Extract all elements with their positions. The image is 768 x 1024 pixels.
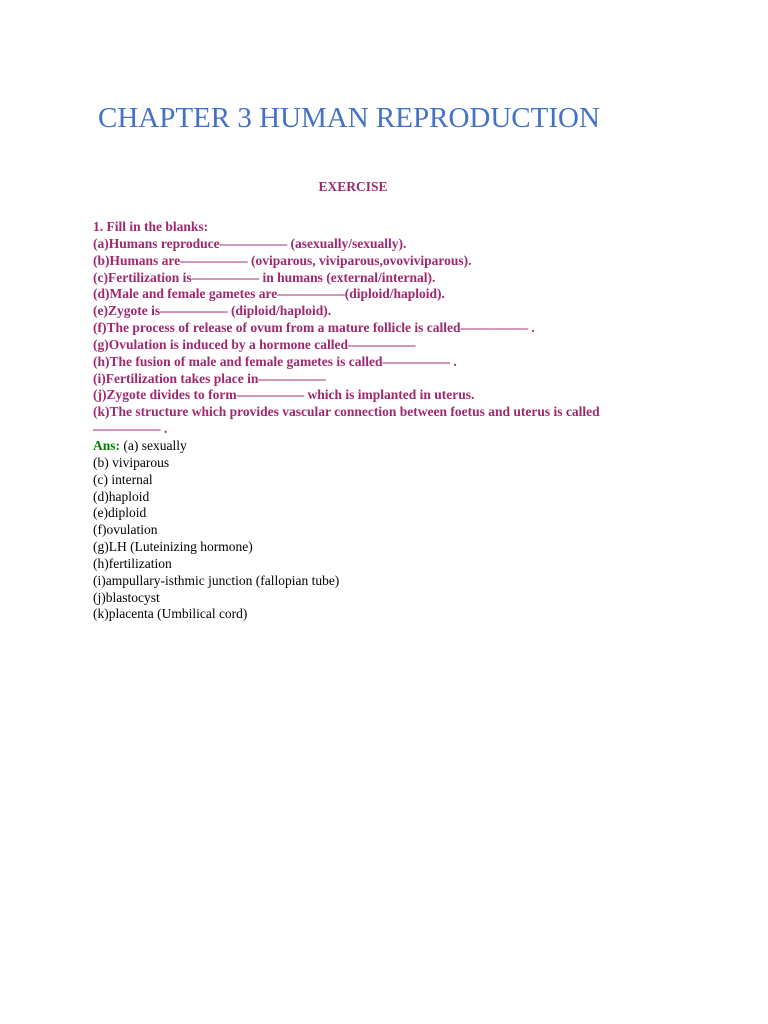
question-b: (b)Humans are————— (oviparous, viviparous,ovoviviparous). [93,252,472,268]
question-h: (h)The fusion of male and female gametes is called————— . [93,353,457,369]
answer-b: (b) viviparous [93,454,170,470]
question-i: (i)Fertilization takes place in————— [93,370,326,386]
question-c: (c)Fertilization is————— in humans (external/internal). [93,269,436,285]
question-d: (d)Male and female gametes are—————(diploid/haploid). [93,286,445,302]
answer-a: (a) sexually [120,437,187,453]
question-k-blank: ————— . [93,421,168,437]
exercise-body [93,219,693,623]
question-a: (a)Humans reproduce————— (asexually/sexually). [93,235,407,251]
answer-a-line [93,438,693,455]
answer-label: Ans: [93,437,121,453]
answer-j: (j)blastocyst [93,589,160,605]
answer-c: (c) internal [93,471,153,487]
question-g: (g)Ovulation is induced by a hormone called————— [93,336,416,352]
answer-i: (i)ampullary-isthmic junction (fallopian tube) [93,572,340,588]
answer-e: (e)diploid [93,505,147,521]
answer-k: (k)placenta (Umbilical cord) [93,606,248,622]
answer-h: (h)fertilization [93,555,172,571]
answer-f: (f)ovulation [93,522,158,538]
question-f: (f)The process of release of ovum from a mature follicle is called————— . [93,320,535,336]
chapter-title: CHAPTER 3 HUMAN REPRODUCTION [98,102,600,134]
question-j: (j)Zygote divides to form————— which is implanted in uterus. [93,387,475,403]
exercise-heading: EXERCISE [318,179,388,194]
answer-g: (g)LH (Luteinizing hormone) [93,539,253,555]
question-e: (e)Zygote is————— (diploid/haploid). [93,303,332,319]
question-k: (k)The structure which provides vascular connection between foetus and uterus is called [93,404,600,420]
answer-d: (d)haploid [93,488,150,504]
question-title: 1. Fill in the blanks: [93,219,209,234]
